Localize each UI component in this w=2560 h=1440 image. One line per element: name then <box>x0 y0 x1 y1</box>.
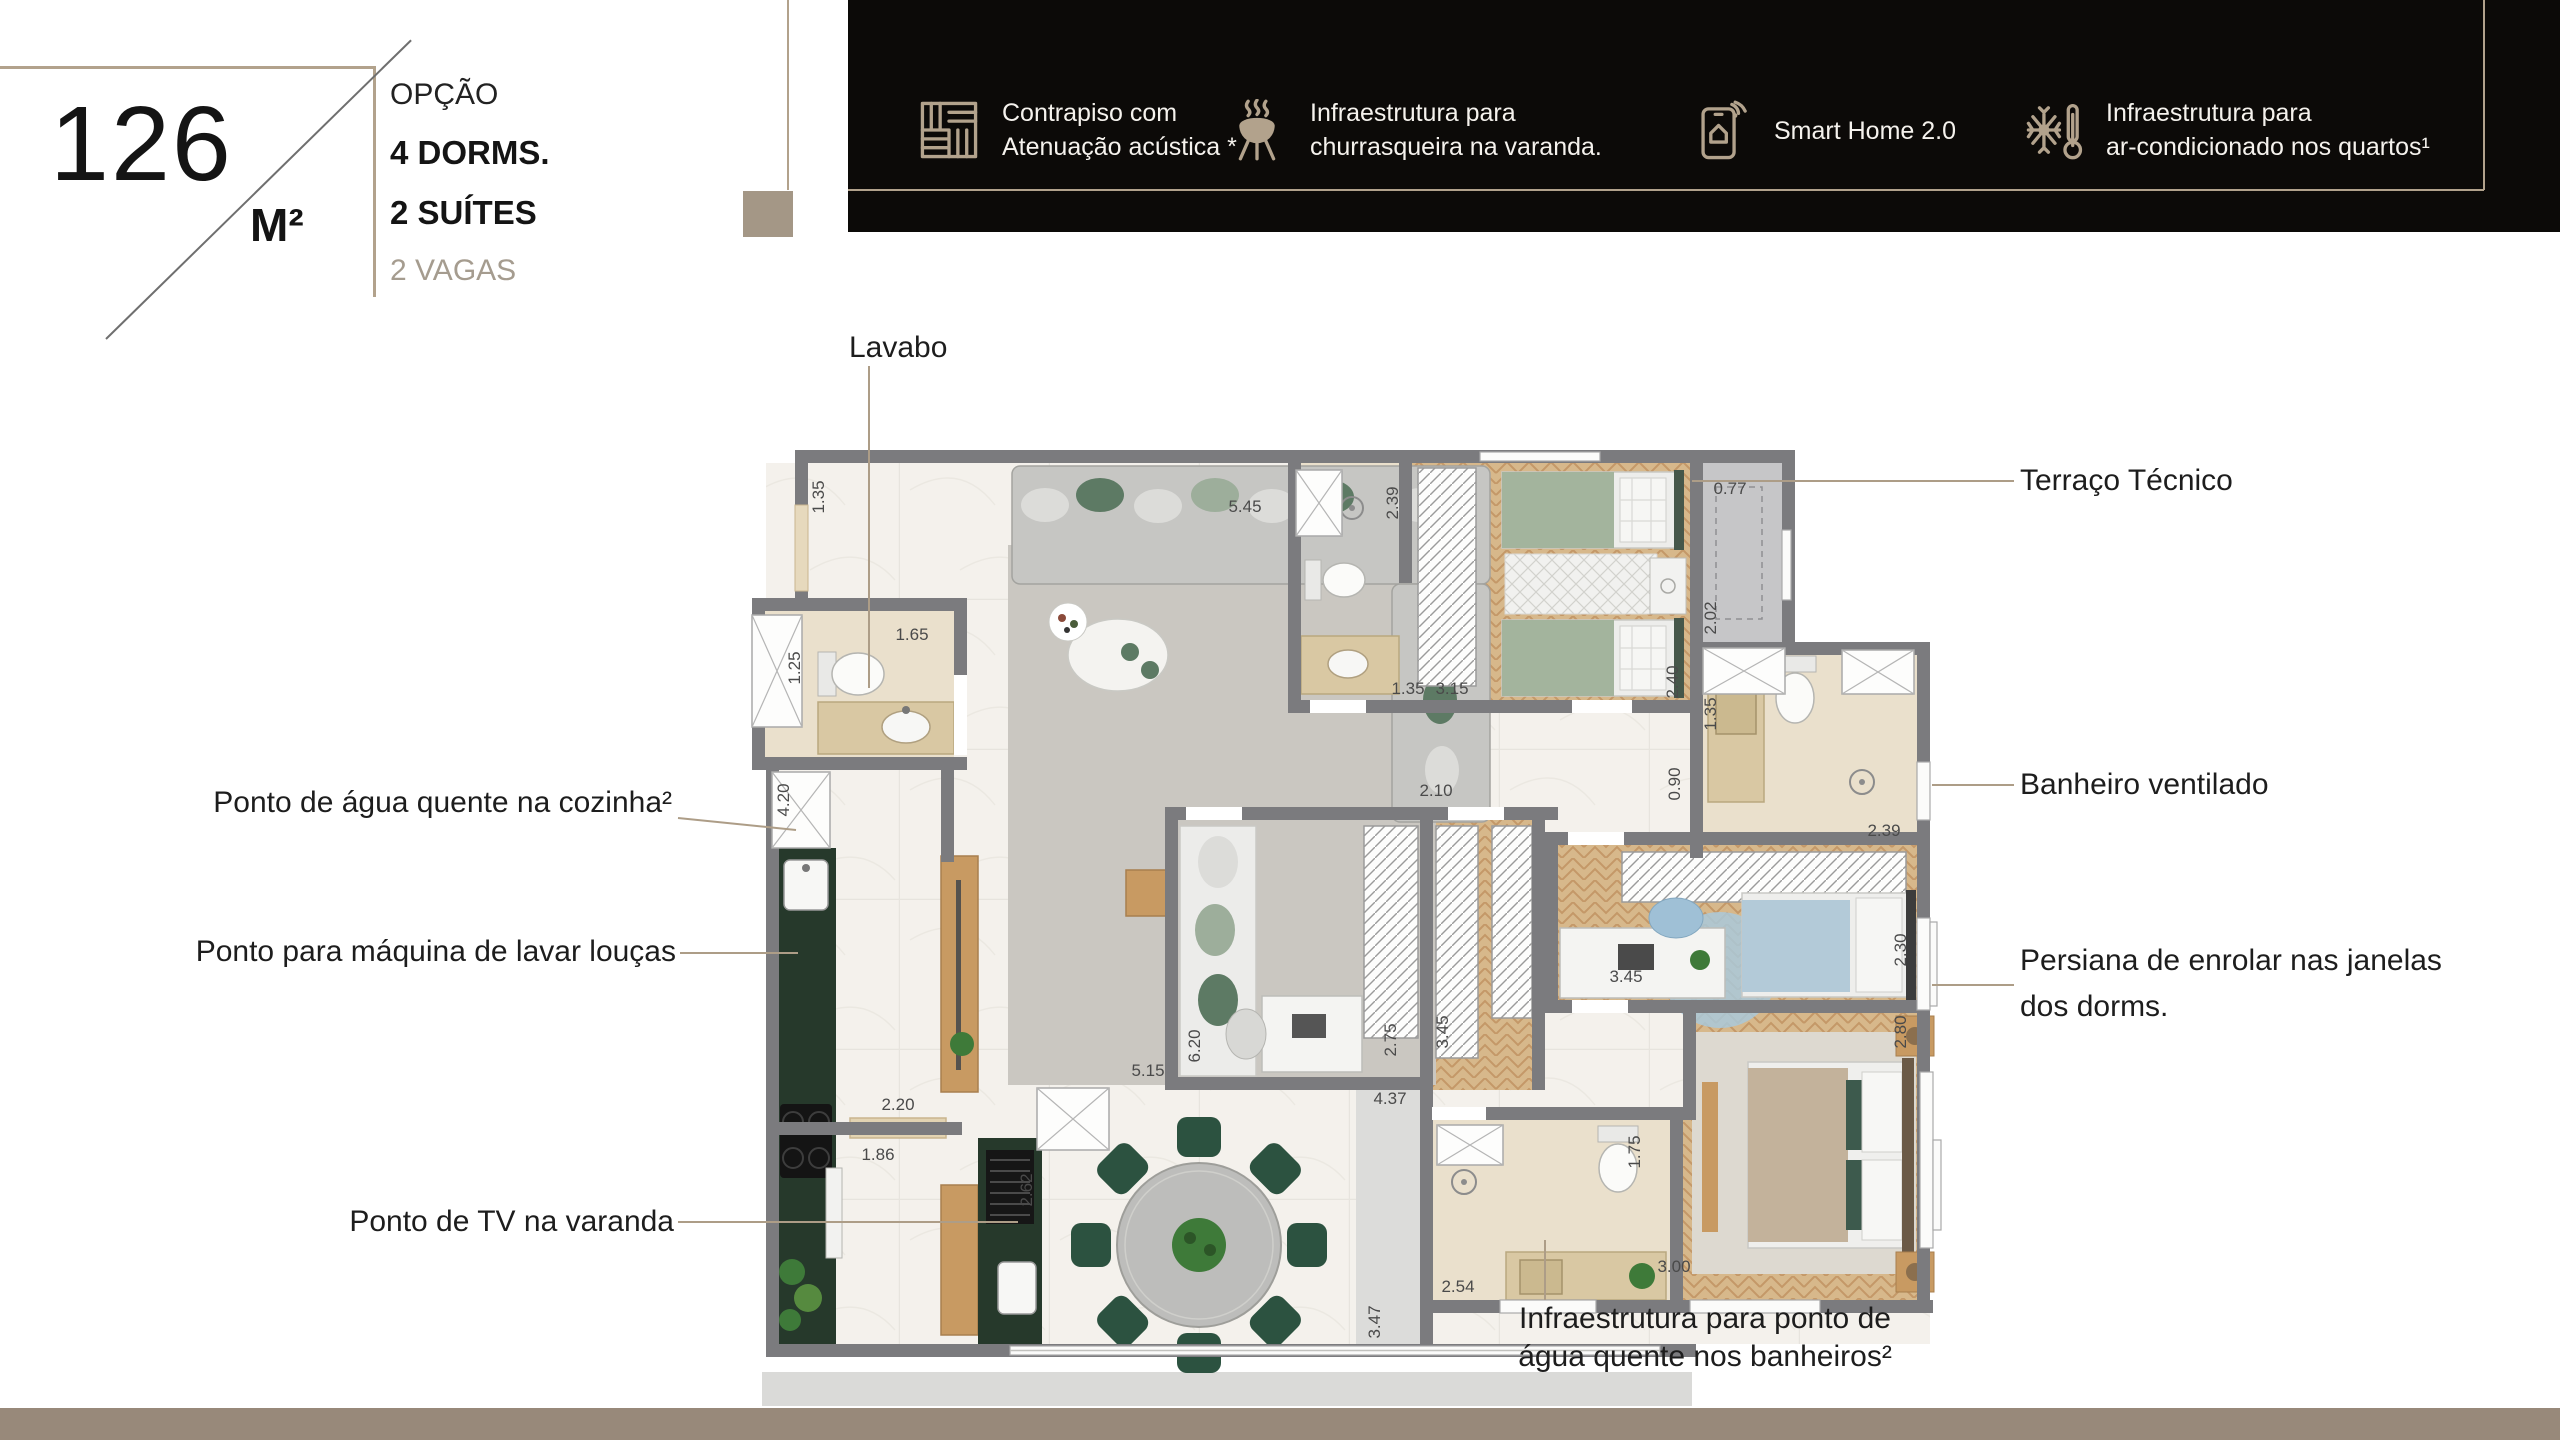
smart-home-icon <box>1692 100 1754 162</box>
gourmet-sink <box>998 1262 1036 1314</box>
single-bed-1 <box>1502 470 1684 550</box>
dimension-label: 3.45 <box>1433 1015 1452 1049</box>
desk-chair <box>1226 1009 1266 1059</box>
accent-square <box>743 191 793 237</box>
single-bed-2 <box>1502 618 1684 698</box>
dorms-label: 4 DORMS. <box>390 134 550 171</box>
dimension-label: 2.02 <box>1701 601 1720 635</box>
dimension-label: 2.30 <box>1891 933 1910 967</box>
dimension-label: 1.65 <box>895 625 929 644</box>
dimension-label: 1.35 <box>809 480 828 514</box>
dimension-label: 2.80 <box>1891 1015 1910 1049</box>
bar-inner-horizontal-line <box>848 189 2484 191</box>
dimension-label: 4.37 <box>1373 1089 1407 1108</box>
window <box>1917 918 1930 1010</box>
dimension-label: 2.10 <box>1419 781 1453 800</box>
callout-persiana <box>2020 938 2442 1030</box>
wardrobe <box>1364 826 1418 1038</box>
feature-text-line: Infraestrutura para <box>2106 99 2312 127</box>
dimension-label: 3.00 <box>1657 1257 1691 1276</box>
acoustic-flooring-icon <box>918 99 980 161</box>
callout-banheiro-ventilado: Banheiro ventilado <box>2020 768 2269 801</box>
callout-lavabo: Lavabo <box>849 331 948 364</box>
feature-text-line: Contrapiso com <box>1002 99 1178 127</box>
dimension-label: 0.90 <box>1665 767 1684 801</box>
area-box-right-border <box>373 66 376 297</box>
dimension-label: 2.39 <box>1383 486 1402 520</box>
wardrobe <box>1492 826 1532 1018</box>
bottom-bar <box>0 1408 2560 1440</box>
dimension-label: 2.62 <box>1017 1173 1036 1207</box>
dimension-label: 2.20 <box>881 1095 915 1114</box>
dimension-label: 5.15 <box>1131 1061 1165 1080</box>
desk-chair <box>1649 898 1703 938</box>
bench <box>1702 1082 1718 1232</box>
dimension-label: 1.75 <box>1625 1135 1644 1169</box>
window-bracket <box>1930 922 1937 1006</box>
feature-text-line: Infraestrutura para <box>1310 99 1516 127</box>
table-plant <box>1172 1218 1226 1272</box>
wardrobe <box>1418 468 1476 686</box>
barbecue-icon <box>1226 99 1288 161</box>
dimension-label: 1.86 <box>861 1145 895 1164</box>
double-bed <box>1748 1058 1914 1252</box>
feature-air-conditioning <box>2024 96 2430 164</box>
window <box>1480 452 1600 461</box>
dimension-label: 2.39 <box>1867 821 1901 840</box>
dishwasher <box>826 1168 842 1258</box>
callout-terraco-tecnico: Terraço Técnico <box>2020 464 2233 497</box>
lavabo-sink <box>882 711 930 743</box>
dimension-label: 4.20 <box>774 783 793 817</box>
callout-persiana-line2: dos dorms. <box>2020 990 2169 1023</box>
accent-vertical-line <box>787 0 789 190</box>
single-bed-blue <box>1742 890 1916 1002</box>
dimension-label: 2.75 <box>1381 1023 1400 1057</box>
callout-maquina-lavar-loucas: Ponto para máquina de lavar louças <box>195 935 676 968</box>
feature-text-line: ar-condicionado nos quartos¹ <box>2106 133 2430 161</box>
window <box>1782 530 1791 600</box>
master-suite-furniture <box>1692 1016 1934 1292</box>
dimension-label: 3.45 <box>1609 967 1643 986</box>
option-label: OPÇÃO <box>390 78 499 111</box>
air-conditioning-icon <box>2024 99 2086 161</box>
callout-agua-quente-cozinha: Ponto de água quente na cozinha² <box>213 786 672 819</box>
dimension-label: 1.25 <box>785 651 804 685</box>
option-column <box>390 78 720 288</box>
callout-persiana-line1: Persiana de enrolar nas janelas <box>2020 944 2442 977</box>
twin-bedroom-furniture <box>1418 468 1686 698</box>
dimension-label: 0.77 <box>1713 479 1747 498</box>
callout-banheiros-line2: água quente nos banheiros² <box>1518 1340 1892 1373</box>
bar-inner-vertical-line <box>2483 0 2485 190</box>
feature-text-line: Atenuação acústica * <box>1002 133 1237 161</box>
dining-furniture <box>1071 1117 1327 1373</box>
serving-tray <box>1049 603 1087 641</box>
feature-text-line: churrasqueira na varanda. <box>1310 133 1602 161</box>
callout-agua-quente-banheiros <box>1500 1300 1910 1376</box>
feature-barbecue <box>1226 96 1602 164</box>
window-bracket <box>1933 1140 1941 1230</box>
feature-smart-home <box>1692 100 1956 162</box>
callout-banheiros-line1: Infraestrutura para ponto de <box>1519 1302 1891 1335</box>
callout-tv-varanda: Ponto de TV na varanda <box>349 1205 674 1238</box>
dimension-label: 2.54 <box>1441 1277 1475 1296</box>
area-box-top-border <box>0 66 375 69</box>
dimension-label: 2.40 <box>1663 665 1682 699</box>
bedroom-rug <box>1505 554 1657 614</box>
dimension-label: 3.47 <box>1365 1305 1384 1339</box>
entry-door <box>795 505 808 591</box>
nightstand <box>1650 558 1686 614</box>
dimension-label: 3.15 <box>1435 679 1469 698</box>
toilet <box>1323 563 1365 597</box>
toilet <box>832 653 884 695</box>
dimension-label: 6.20 <box>1185 1029 1204 1063</box>
area-value: 126 <box>50 85 233 203</box>
feature-acoustic-flooring <box>918 96 1237 164</box>
feature-text-line: Smart Home 2.0 <box>1774 117 1957 145</box>
dimension-label: 1.35 <box>1701 697 1720 731</box>
dimension-label: 1.35 <box>1391 679 1425 698</box>
dimension-label: 5.45 <box>1228 497 1262 516</box>
window <box>1917 762 1930 820</box>
suites-label: 2 SUÍTES <box>390 194 537 231</box>
area-unit: M² <box>250 199 304 251</box>
window <box>1920 1072 1933 1248</box>
vagas-label: 2 VAGAS <box>390 254 517 287</box>
